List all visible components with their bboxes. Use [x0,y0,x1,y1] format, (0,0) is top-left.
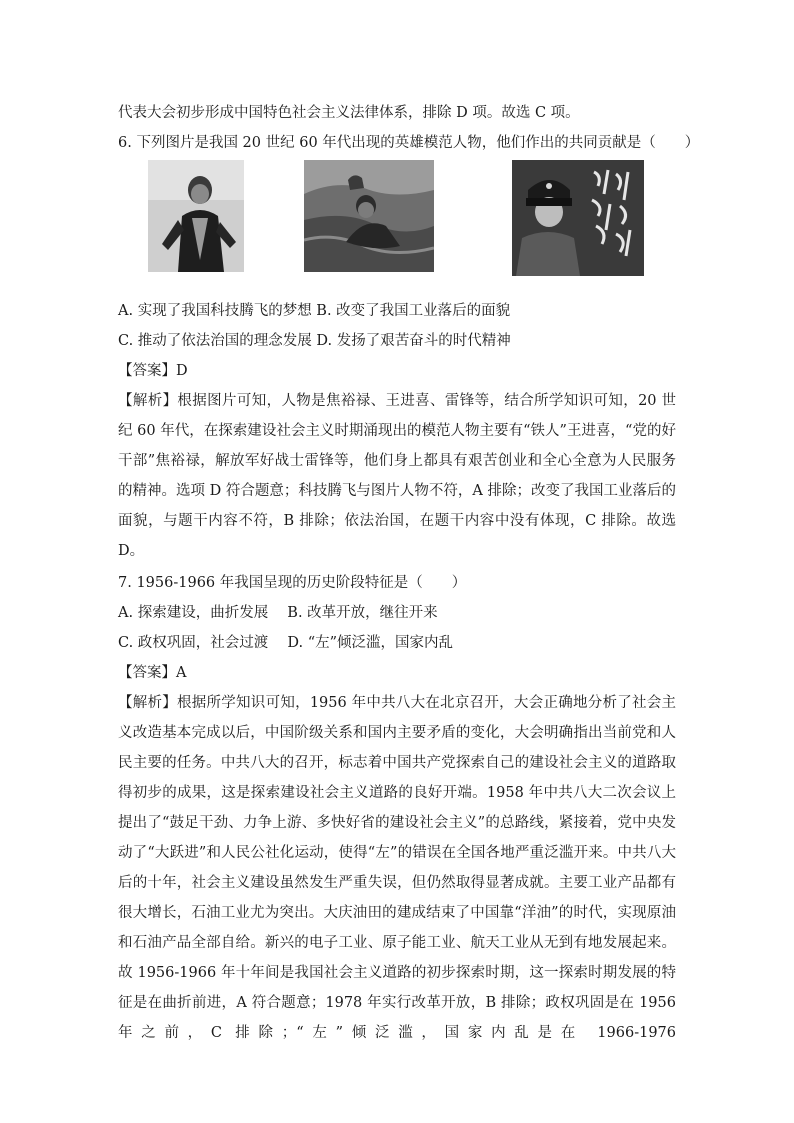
question-6-answer: 【答案】D [118,363,188,379]
photo-wang-jinxi [304,160,434,272]
question-6-options-row-2: C. 推动了依法治国的理念发展 D. 发扬了艰苦奋斗的时代精神 [118,333,511,349]
question-6-photos [118,160,676,288]
question-7-options-row-1: A. 探索建设，曲折发展 B. 改革开放，继往开来 [118,605,438,621]
question-6-analysis: 【解析】根据图片可知，人物是焦裕禄、王进喜、雷锋等，结合所学知识可知，20 世纪 60 年代，在探索建设社会主义时期涌现出的模范人物主要有“铁人”王进喜，“党的好干部”焦裕禄，解放军好战士雷锋等，他们身上都具有艰苦创业和全心全意为人民服务的精神。选项 D 符合题意；科技腾飞与图片人物不符，A 排除；改变了我国工业落后的面貌，与题干内容不符，B 排除；依法治国，在题干内容中没有体现，C 排除。故选 D。 [118,393,676,559]
question-7-analysis: 【解析】根据所学知识可知，1956 年中共八大在北京召开，大会正确地分析了社会主义改造基本完成以后，中国阶级关系和国内主要矛盾的变化，大会明确指出当前党和人民主要的任务。中共八大的召开，标志着中国共产党探索自己的建设社会主义的道路取得初步的成果，这是探索建设社会主义道路的良好开端。1958 年中共八大二次会议上提出了“鼓足干劲、力争上游、多快好省的建设社会主义”的总路线，紧接着，党中央发动了“大跃进”和人民公社化运动，使得“左”的错误在全国各地严重泛滥开来。中共八大后的十年，社会主义建设虽然发生严重失误，但仍然取得显著成就。主要工业产品都有很大增长，石油工业尤为突出。大庆油田的建成结束了中国靠“洋油”的时代，实现原油和石油产品全部自给。新兴的电子工业、原子能工业、航天工业从无到有地发展起来。故 1956-1966 年十年间是我国社会主义道路的初步探索时期，这一探索时期发展的特征是在曲折前进，A 符合题意；1978 年实行改革开放，B 排除；政权巩固是在 1956 年之前，C 排除；“左”倾泛滥，国家内乱是在 1966-1976 [118,695,676,1041]
photo-lei-feng-image [512,160,644,276]
question-6-stem: 6. 下列图片是我国 20 世纪 60 年代出现的英雄模范人物，他们作出的共同贡献是（ ） [118,135,700,151]
photo-jiao-yulu-image [148,160,244,272]
photo-jiao-yulu [148,160,244,272]
photo-wang-jinxi-image [304,160,434,272]
photo-lei-feng [512,160,644,276]
document-content [118,98,700,1048]
question-7-options-row-2: C. 政权巩固，社会过渡 D. “左”倾泛滥，国家内乱 [118,635,454,651]
question-7-answer: 【答案】A [118,665,187,681]
question-6-options-row-1: A. 实现了我国科技腾飞的梦想 B. 改变了我国工业落后的面貌 [118,303,511,319]
continued-analysis-line: 代表大会初步形成中国特色社会主义法律体系，排除 D 项。故选 C 项。 [118,105,580,121]
question-7-stem: 7. 1956-1966 年我国呈现的历史阶段特征是（ ） [118,575,467,591]
